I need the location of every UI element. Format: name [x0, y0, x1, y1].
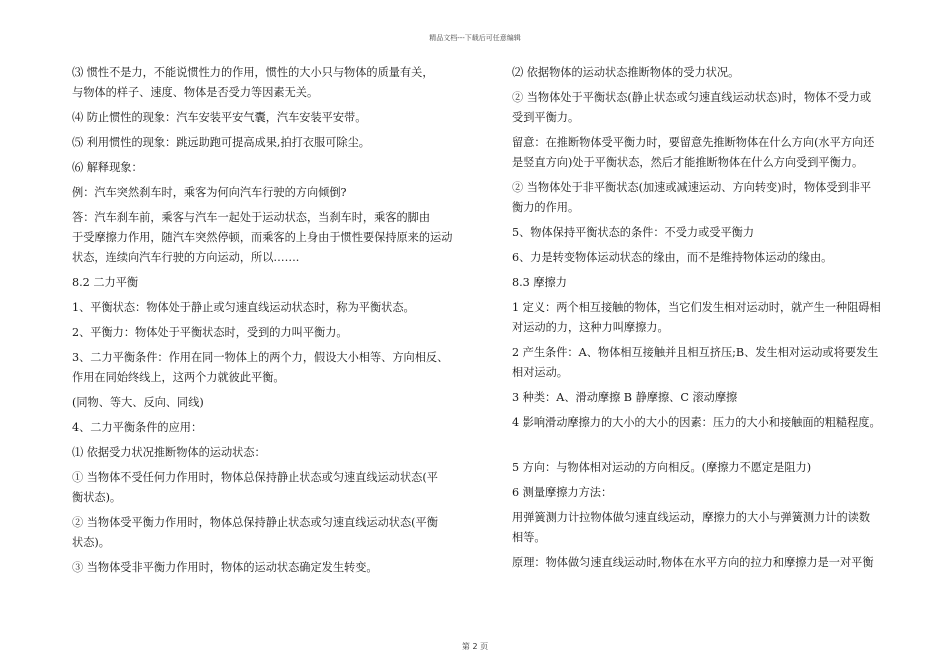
paragraph-line: 与物体的样子、速度、物体是否受力等因素无关。 [72, 86, 319, 99]
paragraph-line: 状态，连续向汽车行驶的方向运动，所以……. [72, 251, 300, 264]
paragraph-line: ③ 当物体受非平衡力作用时，物体的运动状态确定发生转变。 [72, 561, 378, 574]
paragraph-line: ② 当物体受平衡力作用时，物体总保持静止状态或匀速直线运动状态(平衡 [72, 516, 438, 529]
paragraph-line: ① 当物体不受任何力作用时，物体总保持静止状态或匀速直线运动状态(平 [72, 471, 438, 484]
paragraph-line: 相对运动。 [512, 366, 568, 379]
paragraph-line: 例：汽车突然刹车时，乘客为何向汽车行驶的方向倾倒? [72, 186, 347, 199]
paragraph-line: 4 影响滑动摩擦力的大小的大小的因素：压力的大小和接触面的粗糙程度。 [512, 416, 881, 429]
paragraph-line: 1、平衡状态：物体处于静止或匀速直线运动状态时，称为平衡状态。 [72, 301, 415, 314]
paragraph-line: 对运动的力，这种力叫摩擦力。 [512, 321, 669, 334]
section-heading: 8.3 摩擦力 [512, 276, 567, 289]
page-number: 第 2 页 [461, 642, 489, 651]
paragraph-line: 5 方向：与物体相对运动的方向相反。(摩擦力不愿定是阻力) [512, 461, 812, 474]
paragraph-line: 于受摩擦力作用，随汽车突然停顿，而乘客的上身由于惯性要保持原来的运动 [72, 231, 453, 244]
paragraph-line: 4、二力平衡条件的应用： [72, 421, 203, 434]
paragraph-line: ⑴ 依据受力状况推断物体的运动状态： [72, 446, 266, 459]
section-heading: 8.2 二力平衡 [72, 276, 139, 289]
paragraph-line: 受到平衡力。 [512, 111, 580, 124]
paragraph-line: 原理：物体做匀速直线运动时,物体在水平方向的拉力和摩擦力是一对平衡 [512, 556, 874, 569]
paragraph-line: ② 当物体处于非平衡状态(加速或减速运动、方向转变)时，物体受到非平 [512, 181, 872, 194]
paragraph-line: 5、物体保持平衡状态的条件：不受力或受平衡力 [512, 226, 755, 239]
paragraph-line: 6 测量摩擦力方法： [512, 486, 613, 499]
paragraph-line: 作用在同始终线上，这两个力就彼此平衡。 [72, 371, 285, 384]
paragraph-line: ⑹ 解释现象： [72, 161, 143, 174]
paragraph-line: 相等。 [512, 531, 546, 544]
paragraph-line: 2 产生条件：A、物体相互接触并且相互挤压;B、发生相对运动或将要发生 [512, 346, 879, 359]
paragraph-line: 1 定义：两个相互接触的物体，当它们发生相对运动时，就产生一种阻碍相 [512, 301, 881, 314]
paragraph-line: 答：汽车刹车前，乘客与汽车一起处于运动状态，当刹车时，乘客的脚由 [72, 211, 431, 224]
paragraph-line: ⑵ 依据物体的运动状态推断物体的受力状况。 [512, 66, 740, 79]
paragraph-line: 是竖直方向)处于平衡状态，然后才能推断物体在什么方向受到平衡力。 [512, 156, 864, 169]
paragraph-line: ② 当物体处于平衡状态(静止状态或匀速直线运动状态)时，物体不受力或 [512, 91, 872, 104]
paragraph-line: 留意：在推断物体受平衡力时，要留意先推断物体在什么方向(水平方向还 [512, 136, 875, 149]
page-header: 精品文档---下载后可任意编辑 [429, 34, 521, 42]
paragraph-line: 衡力的作用。 [512, 201, 580, 214]
paragraph-line: 3、二力平衡条件：作用在同一物体上的两个力，假设大小相等、方向相反、 [72, 351, 449, 364]
paragraph-line: 状态)。 [72, 536, 110, 549]
paragraph-line: ⑶ 惯性不是力，不能说惯性力的作用，惯性的大小只与物体的质量有关， [72, 66, 434, 79]
paragraph-line: 3 种类：A、滑动摩擦 B 静摩擦、C 滚动摩擦 [512, 391, 738, 404]
paragraph-line: ⑷ 防止惯性的现象：汽车安装平安气囊，汽车安装平安带。 [72, 111, 367, 124]
paragraph-line: 2、平衡力：物体处于平衡状态时，受到的力叫平衡力。 [72, 326, 348, 339]
paragraph-line: 6、力是转变物体运动状态的缘由，而不是维持物体运动的缘由。 [512, 251, 833, 264]
left-column [72, 63, 467, 578]
right-column [512, 63, 884, 573]
paragraph-line: ⑸ 利用惯性的现象：跳远助跑可提高成果,拍打衣服可除尘。 [72, 136, 370, 149]
paragraph-line: (同物、等大、反向、同线) [72, 396, 204, 409]
paragraph-line: 衡状态)。 [72, 491, 122, 504]
paragraph-line: 用弹簧测力计拉物体做匀速直线运动，摩擦力的大小与弹簧测力计的读数 [512, 511, 871, 524]
